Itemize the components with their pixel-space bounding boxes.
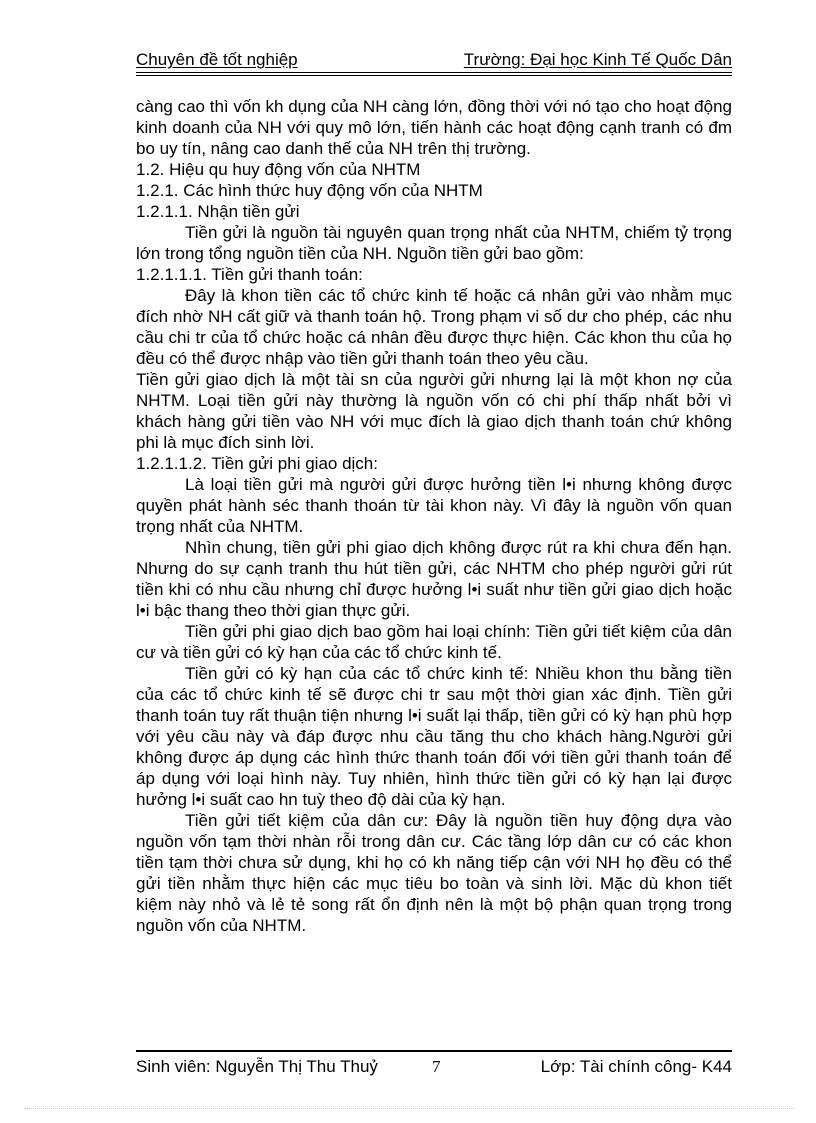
- paragraph: Tiền gửi tiết kiệm của dân cư: Đây là nguồn tiền huy động dựa vào nguồn vốn tạm thời nhàn rỗi trong dân cư. Các tầng lớp dân cư có các khon tiền tạm thời chưa sử dụng, khi họ có kh năng tiếp cận với NH họ đều có thể gửi tiền nhằm thực hiện các mục tiêu bo toàn và sinh lời. Mặc dù khon tiết kiệm này nhỏ và lẻ tẻ song rất ổn định nên là một bộ phận quan trọng trong nguồn vốn của NHTM.: [136, 811, 732, 935]
- page-number: 7: [432, 1057, 441, 1076]
- section-heading: 1.2.1. Các hình thức huy động vốn của NHTM: [136, 181, 483, 200]
- header-left-title: Chuyên đề tốt nghiệp: [136, 50, 298, 69]
- header-divider: [136, 72, 732, 76]
- footer-class: Lớp: Tài chính công- K44: [540, 1057, 732, 1076]
- paragraph: Tiền gửi phi giao dịch bao gồm hai loại chính: Tiền gửi tiết kiệm của dân cư và tiền gửi có kỳ hạn của các tổ chức kinh tế.: [136, 622, 732, 662]
- paragraph: càng cao thì vốn kh dụng của NH càng lớn, đồng thời với nó tạo cho hoạt động kinh doanh của NH với quy mô lớn, tiến hành các hoạt động cạnh tranh có đm bo uy tín, nâng cao danh thế của NH trên thị trường.: [136, 97, 732, 158]
- header-right-school: Trường: Đại học Kinh Tế Quốc Dân: [463, 50, 732, 69]
- paragraph: Đây là khon tiền các tổ chức kinh tế hoặc cá nhân gửi vào nhằm mục đích nhờ NH cất giữ và thanh toán hộ. Trong phạm vi số dư cho phép, các nhu cầu chi tr của tổ chức hoặc cá nhân đều được thực hiện. Các khon thu của họ đều có thể được nhập vào tiền gửi thanh toán theo yêu cầu.: [136, 286, 732, 368]
- footer-student-name: Sinh viên: Nguyễn Thị Thu Thuỷ: [136, 1057, 378, 1076]
- section-heading: 1.2.1.1.2. Tiền gửi phi giao dịch:: [136, 454, 378, 473]
- paragraph: Tiền gửi có kỳ hạn của các tổ chức kinh tế: Nhiều khon thu bằng tiền của các tổ chức kinh tế sẽ được chi tr sau một thời gian xác định. Tiền gửi thanh toán tuy rất thuận tiện nhưng l•i suất lại thấp, tiền gửi có kỳ hạn phù hợp với yêu cầu này và đáp được nhu cầu tăng thu cho khách hàng.Người gửi không được áp dụng các hình thức thanh toán đối với tiền gửi thanh toán để áp dụng với loại hình này. Tuy nhiên, hình thức tiền gửi có kỳ hạn lại được hưởng l•i suất cao hn tuỳ theo độ dài của kỳ hạn.: [136, 664, 732, 809]
- paragraph: Tiền gửi giao dịch là một tài sn của người gửi nhưng lại là một khon nợ của NHTM. Loại tiền gửi này thường là nguồn vốn có chi phí thấp nhất bởi vì khách hàng gửi tiền vào NH với mục đích là giao dịch thanh toán chứ không phi là mục đích sinh lời.: [136, 370, 732, 452]
- footer-divider: [136, 1050, 732, 1052]
- paragraph: Là loại tiền gửi mà người gửi được hưởng tiền l•i nhưng không được quyền phát hành séc thanh thoán từ tài khon này. Vì đây là nguồn vốn quan trọng nhất của NHTM.: [136, 475, 732, 536]
- section-heading: 1.2.1.1. Nhận tiền gửi: [136, 202, 300, 221]
- section-heading: 1.2.1.1.1. Tiền gửi thanh toán:: [136, 265, 363, 284]
- paragraph: Nhìn chung, tiền gửi phi giao dịch không được rút ra khi chưa đến hạn. Nhưng do sự cạnh tranh thu hút tiền gửi, các NHTM cho phép người gửi rút tiền khi có nhu cầu nhưng chỉ được hưởng l•i suất như tiền gửi giao dịch hoặc l•i bậc thang theo thời gian thực gửi.: [136, 538, 732, 620]
- section-heading: 1.2. Hiệu qu huy động vốn của NHTM: [136, 160, 421, 179]
- document-body: [136, 96, 732, 936]
- page-header: [136, 50, 732, 70]
- paragraph: Tiền gửi là nguồn tài nguyên quan trọng nhất của NHTM, chiếm tỷ trọng lớn trong tổng nguồn tiền của NH. Nguồn tiền gửi bao gồm:: [136, 223, 732, 263]
- page-bottom-dotted-line: [24, 1108, 794, 1109]
